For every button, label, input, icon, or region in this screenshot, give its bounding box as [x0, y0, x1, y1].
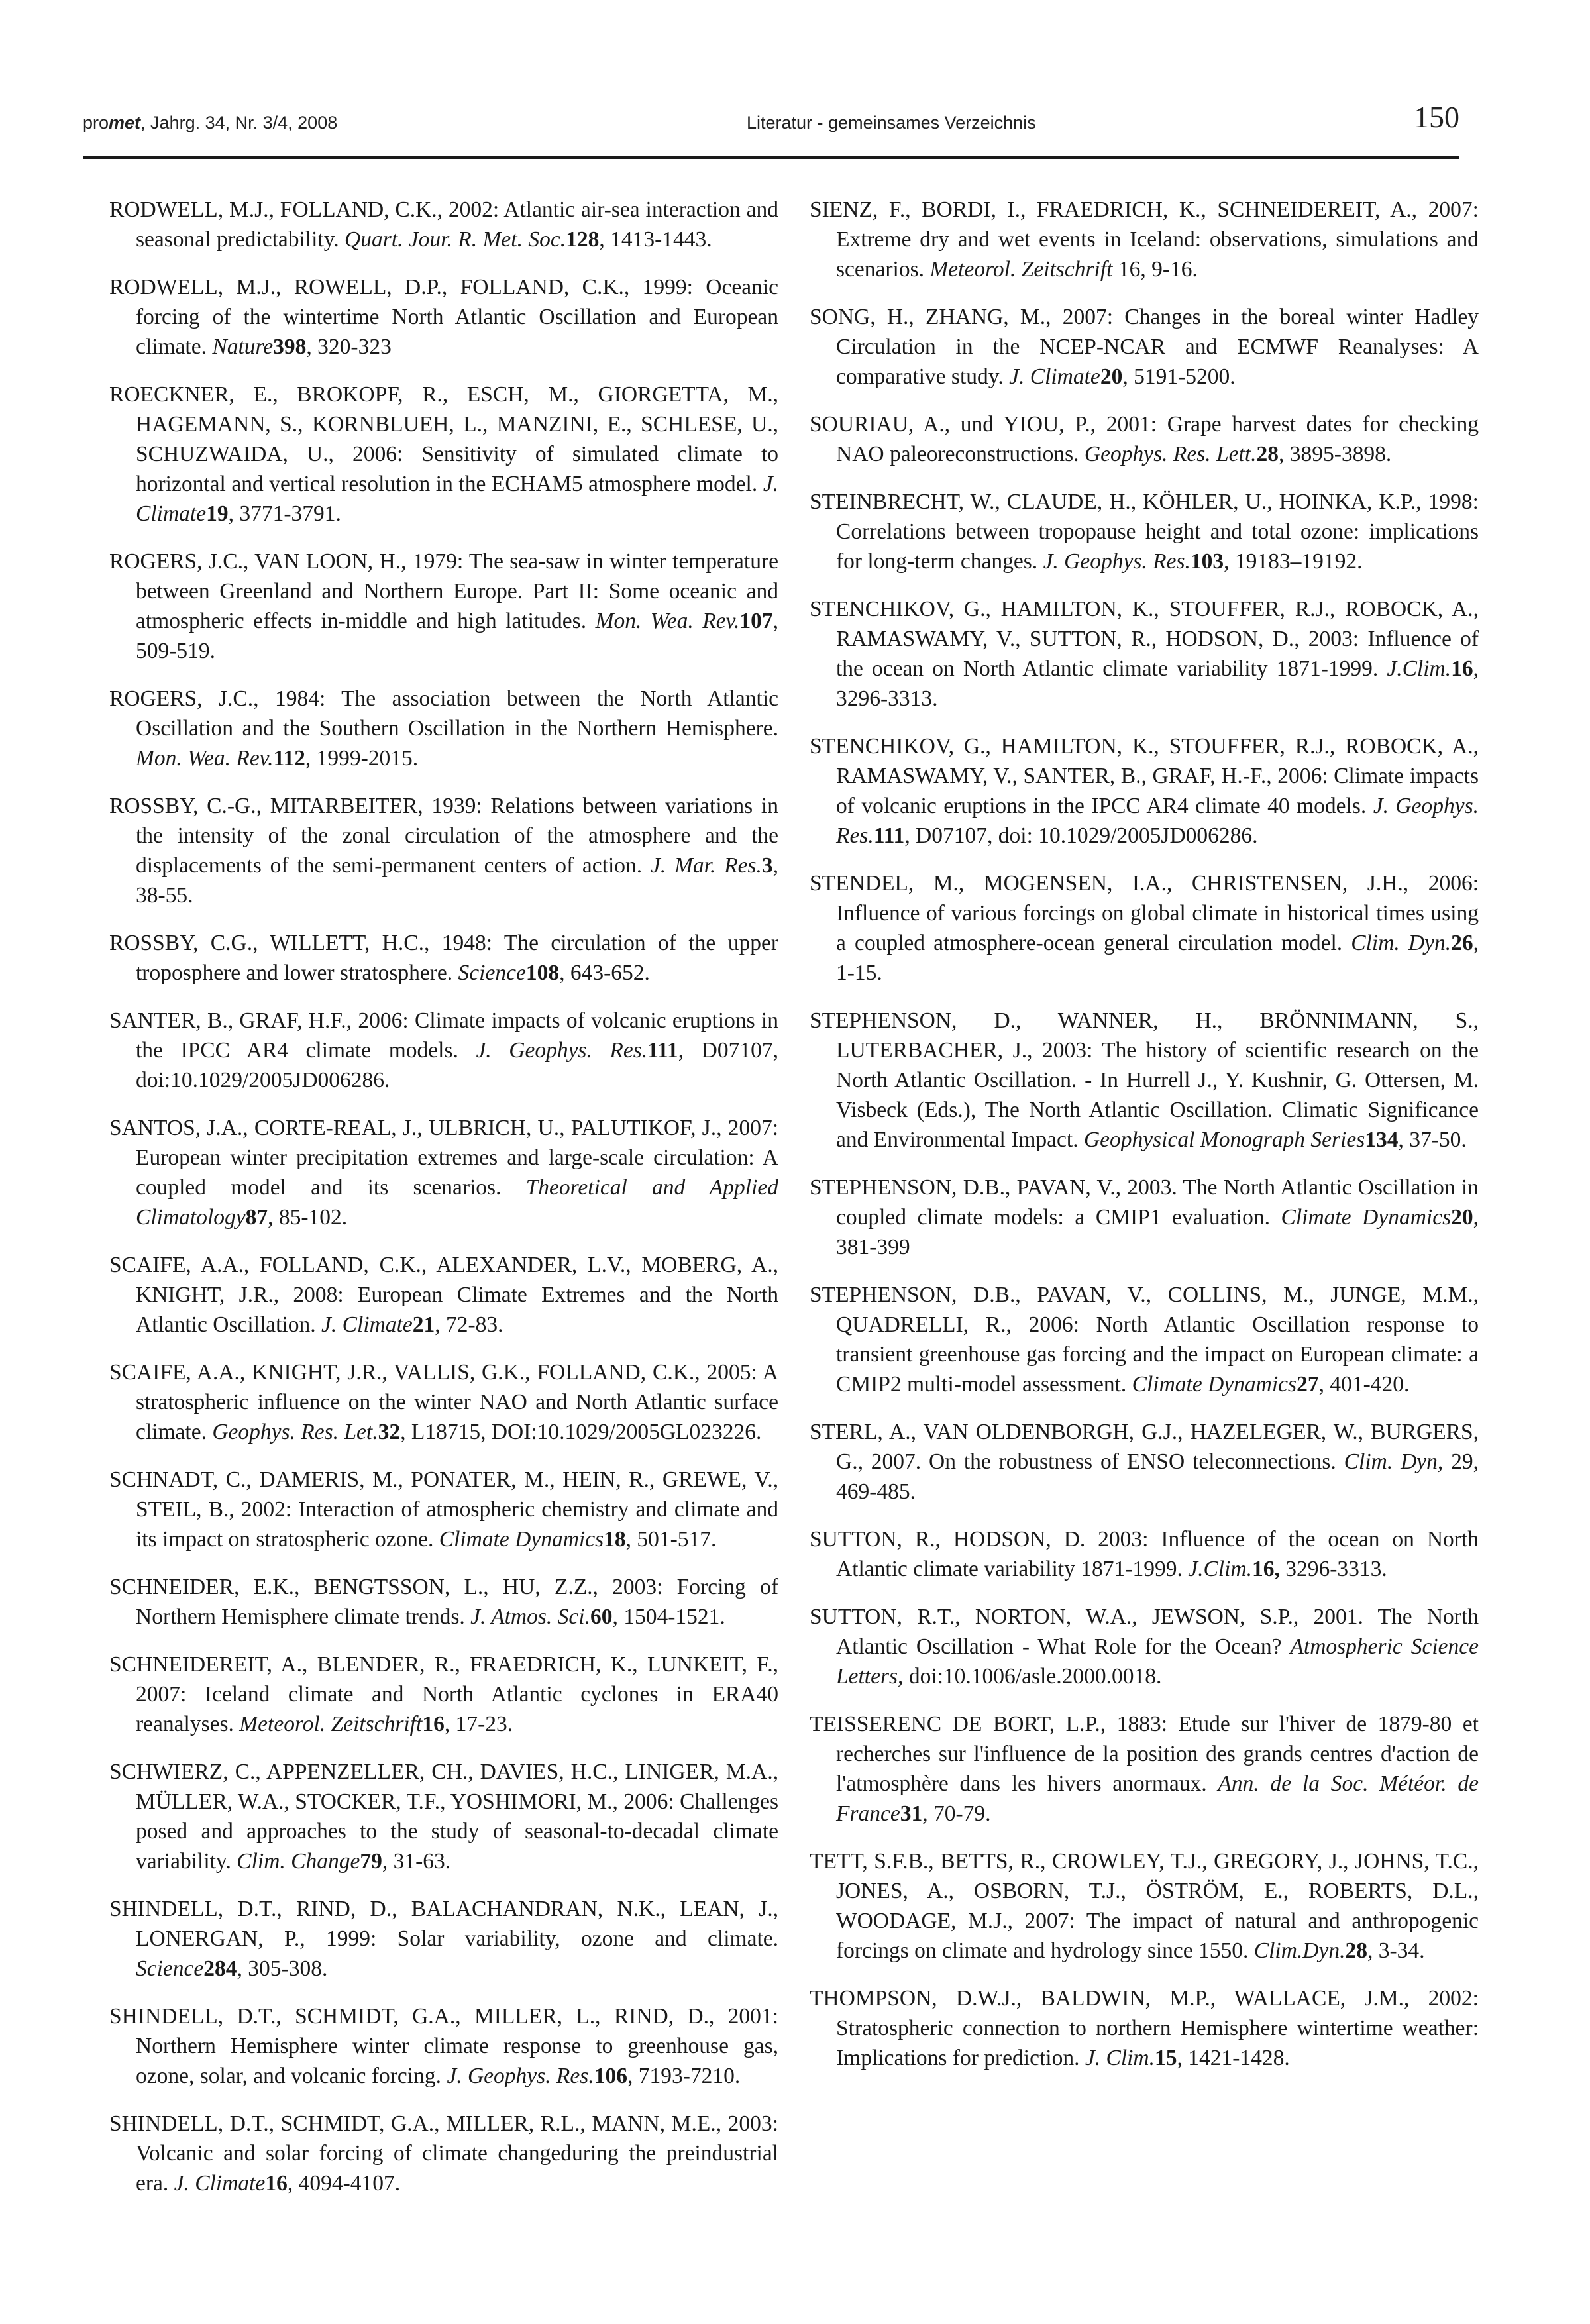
reference-entry — [810, 1006, 1479, 1155]
reference-volume: 16 — [422, 1712, 445, 1736]
reference-pages: , 1999-2015. — [305, 746, 419, 770]
reference-entry — [810, 1280, 1479, 1399]
reference-text: STENCHIKOV, G., HAMILTON, K., STOUFFER, R.J., ROBOCK, A., RAMASWAMY, V., SANTER, B., GRAF, H.-F., 2006: Climate impacts of volcanic eruptions in the IPCC AR4 climate 40 models. — [810, 734, 1479, 818]
reference-pages: , 7193-7210. — [627, 2064, 741, 2088]
reference-pages: , 381-399 — [836, 1205, 1479, 1259]
section-title: Literatur - gemeinsames Verzeichnis — [747, 113, 1036, 132]
reference-volume: 284 — [203, 1956, 237, 1981]
reference-pages: , 643-652. — [559, 961, 650, 985]
reference-entry — [109, 195, 778, 254]
reference-entry — [810, 409, 1479, 469]
reference-journal: Geophysical Monograph Series — [1083, 1128, 1365, 1152]
reference-text: SIENZ, F., BORDI, I., FRAEDRICH, K., SCHNEIDEREIT, A., 2007: Extreme dry and wet events in Iceland: observations, simulations and scenarios. — [810, 197, 1479, 282]
reference-journal: Clim. Dyn. — [1351, 931, 1452, 955]
reference-pages: , 17-23. — [444, 1712, 513, 1736]
reference-text: STERL, A., VAN OLDENBORGH, G.J., HAZELEGER, W., BURGERS, G., 2007. On the robustness of ENSO teleconnections. — [810, 1420, 1479, 1474]
reference-entry — [810, 1602, 1479, 1691]
reference-journal: Ann. de la Soc. Météor. de France — [836, 1771, 1479, 1826]
reference-journal: J. Clim. — [1085, 2046, 1155, 2070]
reference-pages: , 3296-3313. — [836, 657, 1479, 711]
reference-entry — [810, 1524, 1479, 1584]
reference-text: SCHNEIDEREIT, A., BLENDER, R., FRAEDRICH, K., LUNKEIT, F., 2007: Iceland climate and North Atlantic cyclones in ERA40 reanalyses. — [109, 1652, 778, 1736]
reference-entry — [109, 928, 778, 988]
reference-entry — [109, 1113, 778, 1232]
reference-entry — [810, 487, 1479, 576]
reference-volume: 111 — [647, 1038, 678, 1063]
reference-volume: 27 — [1297, 1372, 1319, 1397]
reference-pages: , 31-63. — [382, 1849, 451, 1874]
reference-pages: , 3771-3791. — [228, 502, 341, 526]
reference-volume: 32 — [378, 1420, 401, 1444]
reference-entry — [109, 2001, 778, 2091]
reference-entry — [109, 1894, 778, 1983]
reference-entry — [109, 547, 778, 666]
reference-volume: 20 — [1100, 364, 1123, 389]
reference-entry — [109, 2109, 778, 2198]
reference-entry — [109, 1572, 778, 1632]
reference-text: ROSSBY, C.G., WILLETT, H.C., 1948: The circulation of the upper troposphere and lower stratosphere. — [109, 931, 778, 985]
reference-pages: 29, 469-485. — [836, 1450, 1479, 1504]
reference-text: SUTTON, R., HODSON, D. 2003: Influence of the ocean on North Atlantic climate variability 1871-1999. — [810, 1527, 1479, 1581]
reference-journal: Atmospheric Science Letters, — [836, 1634, 1479, 1689]
reference-volume: 16, — [1252, 1557, 1280, 1581]
reference-volume: 21 — [412, 1312, 435, 1337]
reference-text: ROGERS, J.C., 1984: The association between the North Atlantic Oscillation and the Southern Oscillation in the Northern Hemisphere. — [109, 686, 778, 741]
reference-journal: J. Geophys. Res. — [447, 2064, 594, 2088]
reference-journal: Science — [136, 1956, 204, 1981]
reference-volume: 107 — [739, 609, 773, 633]
reference-journal: Nature — [212, 335, 274, 359]
reference-entry — [109, 1250, 778, 1340]
reference-entry — [109, 1006, 778, 1095]
reference-entry — [109, 1757, 778, 1876]
reference-journal: Climate Dynamics — [1281, 1205, 1452, 1230]
journal-issue: , Jahrg. 34, Nr. 3/4, 2008 — [140, 113, 338, 132]
reference-text: TETT, S.F.B., BETTS, R., CROWLEY, T.J., GREGORY, J., JOHNS, T.C., JONES, A., OSBORN, T.J., ÖSTRÖM, E., ROBERTS, D.L., WOODAGE, M.J., 2007: The impact of natural and anthropogenic forcings on climate and hydrology since 1550. — [810, 1849, 1479, 1963]
reference-journal: Theoretical and Applied Climatology — [136, 1175, 778, 1230]
reference-pages: , 3895-3898. — [1279, 442, 1392, 466]
reference-text: ROECKNER, E., BROKOPF, R., ESCH, M., GIORGETTA, M., HAGEMANN, S., KORNBLUEH, L., MANZINI, E., SCHLESE, U., SCHUZWAIDA, U., 2006: Sensitivity of simulated climate to horizontal and vertical resolution in the ECHAM5 atmosphere model. — [109, 382, 778, 496]
reference-entry — [109, 1650, 778, 1739]
reference-pages: , L18715, DOI:10.1029/2005GL023226. — [400, 1420, 762, 1444]
reference-pages: , 37-50. — [1398, 1128, 1467, 1152]
reference-volume: 16 — [265, 2171, 288, 2195]
reference-pages: , 72-83. — [435, 1312, 504, 1337]
reference-text: THOMPSON, D.W.J., BALDWIN, M.P., WALLACE, J.M., 2002: Stratospheric connection to northern Hemisphere wintertime weather: Implications for prediction. — [810, 1986, 1479, 2070]
reference-pages: 16, 9-16. — [1112, 257, 1198, 282]
reference-pages: 3296-3313. — [1279, 1557, 1387, 1581]
reference-pages: , 320-323 — [306, 335, 392, 359]
reference-text: SCHNADT, C., DAMERIS, M., PONATER, M., HEIN, R., GREWE, V., STEIL, B., 2002: Interaction of atmospheric chemistry and climate and its impact on stratospheric ozone. — [109, 1467, 778, 1552]
reference-volume: 112 — [273, 746, 305, 770]
reference-volume: 60 — [590, 1605, 613, 1629]
reference-pages: , 3-34. — [1367, 1938, 1425, 1963]
reference-volume: 87 — [245, 1205, 268, 1230]
reference-journal: Clim.Dyn. — [1253, 1938, 1346, 1963]
reference-journal: Geophys. Res. Let. — [212, 1420, 378, 1444]
reference-text: RODWELL, M.J., ROWELL, D.P., FOLLAND, C.K., 1999: Oceanic forcing of the wintertime North Atlantic Oscillation and European climate. — [109, 275, 778, 359]
reference-text: SHINDELL, D.T., RIND, D., BALACHANDRAN, N.K., LEAN, J., LONERGAN, P., 1999: Solar variability, ozone and climate. — [109, 1897, 778, 1951]
reference-journal: J. Geophys. Res. — [836, 794, 1479, 848]
reference-pages: , 85-102. — [268, 1205, 348, 1230]
reference-entry — [109, 1465, 778, 1554]
reference-entry — [109, 791, 778, 910]
reference-text: ROSSBY, C.-G., MITARBEITER, 1939: Relations between variations in the intensity of the zonal circulation of the atmosphere and the displacements of the semi-permanent centers of action. — [109, 794, 778, 878]
reference-pages: , 305-308. — [237, 1956, 328, 1981]
reference-pages: , 1421-1428. — [1177, 2046, 1290, 2070]
reference-journal: Mon. Wea. Rev. — [136, 746, 274, 770]
reference-entry — [810, 1709, 1479, 1828]
page-number: 150 — [1414, 100, 1459, 134]
reference-volume: 111 — [873, 823, 905, 848]
reference-entry — [810, 195, 1479, 284]
reference-pages: , 38-55. — [136, 853, 779, 908]
reference-volume: 28 — [1256, 442, 1279, 466]
reference-volume: 128 — [566, 227, 600, 252]
reference-volume: 16 — [1451, 657, 1473, 681]
reference-entry — [810, 1417, 1479, 1506]
reference-journal: Climate Dynamics — [1132, 1372, 1297, 1397]
reference-journal: J. Geophys. Res. — [1043, 549, 1191, 574]
reference-volume: 103 — [1190, 549, 1224, 574]
reference-journal: J. Atmos. Sci. — [470, 1605, 590, 1629]
reference-entry — [810, 594, 1479, 713]
reference-entry — [810, 869, 1479, 988]
reference-entry — [810, 1983, 1479, 2073]
reference-text: SCHNEIDER, E.K., BENGTSSON, L., HU, Z.Z., 2003: Forcing of Northern Hemisphere climate trends. — [109, 1575, 778, 1629]
reference-text: STEPHENSON, D., WANNER, H., BRÖNNIMANN, S., LUTERBACHER, J., 2003: The history of scientific research on the North Atlantic Oscillation. - In Hurrell J., Y. Kushnir, G. Ottersen, M. Visbeck (Eds.), The North Atlantic Oscillation. Climatic Significance and Environmental Impact. — [810, 1008, 1479, 1152]
reference-journal: Clim. Dyn, — [1344, 1450, 1444, 1474]
reference-pages: , 1504-1521. — [612, 1605, 725, 1629]
reference-text: SHINDELL, D.T., SCHMIDT, G.A., MILLER, L., RIND, D., 2001: Northern Hemisphere winter climate response to greenhouse gas, ozone, solar, and volcanic forcing. — [109, 2004, 778, 2088]
reference-journal: J.Clim. — [1188, 1557, 1252, 1581]
reference-journal: Meteorol. Zeitschrift — [929, 257, 1113, 282]
page-header — [83, 99, 1459, 159]
reference-entry — [810, 302, 1479, 392]
left-reference-column — [109, 195, 778, 2216]
reference-journal: Mon. Wea. Rev. — [595, 609, 740, 633]
right-reference-column — [810, 195, 1479, 2091]
reference-text: SONG, H., ZHANG, M., 2007: Changes in the boreal winter Hadley Circulation in the NCEP-NCAR and ECMWF Reanalyses: A comparative study. — [810, 305, 1479, 389]
reference-text: SHINDELL, D.T., SCHMIDT, G.A., MILLER, R.L., MANN, M.E., 2003: Volcanic and solar forcing of climate changeduring the preindustrial era. — [109, 2111, 778, 2195]
header-rule — [83, 156, 1459, 159]
reference-journal: J. Climate — [174, 2171, 266, 2195]
reference-volume: 26 — [1451, 931, 1473, 955]
reference-volume: 106 — [594, 2064, 627, 2088]
reference-pages: doi:10.1006/asle.2000.0018. — [903, 1664, 1162, 1689]
reference-text: STEPHENSON, D.B., PAVAN, V., COLLINS, M., JUNGE, M.M., QUADRELLI, R., 2006: North Atlantic Oscillation response to transient greenhouse gas forcing and the impact on European climate: a CMIP2 multi-model assessment. — [810, 1283, 1479, 1397]
reference-volume: 3 — [761, 853, 773, 878]
reference-text: RODWELL, M.J., FOLLAND, C.K., 2002: Atlantic air-sea interaction and seasonal predictability. — [109, 197, 778, 252]
reference-pages: , 19183–19192. — [1224, 549, 1363, 574]
reference-volume: 20 — [1451, 1205, 1473, 1230]
reference-text: STENCHIKOV, G., HAMILTON, K., STOUFFER, R.J., ROBOCK, A., RAMASWAMY, V., SUTTON, R., HODSON, D., 2003: Influence of the ocean on North Atlantic climate variability 1871-1999. — [810, 597, 1479, 681]
reference-pages: , 1-15. — [836, 931, 1479, 985]
reference-pages: , 1413-1443. — [599, 227, 712, 252]
reference-journal: Clim. Change — [237, 1849, 360, 1874]
reference-journal: J. Climate — [1009, 364, 1100, 389]
reference-text: STEPHENSON, D.B., PAVAN, V., 2003. The North Atlantic Oscillation in coupled climate models: a CMIP1 evaluation. — [810, 1175, 1479, 1230]
reference-entry — [109, 380, 778, 529]
reference-pages: , 401-420. — [1318, 1372, 1410, 1397]
reference-journal: Climate Dynamics — [439, 1527, 604, 1552]
reference-text: SCHWIERZ, C., APPENZELLER, CH., DAVIES, H.C., LINIGER, M.A., MÜLLER, W.A., STOCKER, T.F., YOSHIMORI, M., 2006: Challenges posed and approaches to the study of seasonal-to-decadal climate variability. — [109, 1760, 778, 1874]
reference-volume: 19 — [206, 502, 229, 526]
reference-text: SCAIFE, A.A., KNIGHT, J.R., VALLIS, G.K., FOLLAND, C.K., 2005: A stratospheric influence on the winter NAO and North Atlantic surface climate. — [109, 1360, 778, 1444]
reference-text: TEISSERENC DE BORT, L.P., 1883: Etude sur l'hiver de 1879-80 et recherches sur l'influence de la position des grands centres d'action de l'atmosphère dans les hivers anormaux. — [810, 1712, 1479, 1796]
reference-journal: J. Climate — [321, 1312, 413, 1337]
reference-entry — [109, 684, 778, 773]
reference-pages: , D07107, doi: 10.1029/2005JD006286. — [904, 823, 1258, 848]
reference-text: STENDEL, M., MOGENSEN, I.A., CHRISTENSEN, J.H., 2006: Influence of various forcings on global climate in historical times using a coupled atmosphere-ocean general circulation model. — [810, 871, 1479, 955]
reference-journal: J. Geophys. Res. — [476, 1038, 648, 1063]
reference-journal: Geophys. Res. Lett. — [1084, 442, 1257, 466]
reference-text: ROGERS, J.C., VAN LOON, H., 1979: The sea-saw in winter temperature between Greenland and Northern Europe. Part II: Some oceanic and atmospheric effects in-middle and high latitudes. — [109, 549, 778, 633]
journal-brand: met — [109, 113, 141, 132]
reference-journal: Science — [458, 961, 526, 985]
reference-pages: , 70-79. — [922, 1801, 991, 1826]
reference-journal: Meteorol. Zeitschrift — [239, 1712, 423, 1736]
reference-text: SUTTON, R.T., NORTON, W.A., JEWSON, S.P., 2001. The North Atlantic Oscillation - What Role for the Ocean? — [810, 1605, 1479, 1659]
reference-journal: J.Clim. — [1387, 657, 1452, 681]
reference-pages: , 501-517. — [625, 1527, 717, 1552]
reference-text: SANTOS, J.A., CORTE-REAL, J., ULBRICH, U., PALUTIKOF, J., 2007: European winter precipitation extremes and large-scale circulation: A coupled model and its scenarios. — [109, 1116, 778, 1200]
reference-text: STEINBRECHT, W., CLAUDE, H., KÖHLER, U., HOINKA, K.P., 1998: Correlations between tropopause height and total ozone: implications for long-term changes. — [810, 490, 1479, 574]
reference-entry — [810, 1846, 1479, 1966]
reference-entry — [810, 1173, 1479, 1262]
reference-entry — [109, 1357, 778, 1447]
reference-text: SOURIAU, A., und YIOU, P., 2001: Grape harvest dates for checking NAO paleoreconstructions. — [810, 412, 1479, 466]
reference-volume: 31 — [900, 1801, 923, 1826]
reference-entry — [810, 731, 1479, 851]
reference-text: SCAIFE, A.A., FOLLAND, C.K., ALEXANDER, L.V., MOBERG, A., KNIGHT, J.R., 2008: European Climate Extremes and the North Atlantic Oscillation. — [109, 1253, 778, 1337]
reference-volume: 18 — [604, 1527, 626, 1552]
reference-volume: 28 — [1345, 1938, 1367, 1963]
reference-volume: 108 — [525, 961, 560, 985]
journal-prefix: pro — [83, 113, 109, 132]
reference-text: SANTER, B., GRAF, H.F., 2006: Climate impacts of volcanic eruptions in the IPCC AR4 climate models. — [109, 1008, 778, 1063]
reference-volume: 134 — [1365, 1128, 1399, 1152]
journal-info — [83, 113, 337, 133]
reference-pages: , 5191-5200. — [1122, 364, 1236, 389]
reference-volume: 79 — [360, 1849, 382, 1874]
reference-pages: , D07107, doi:10.1029/2005JD006286. — [136, 1038, 778, 1092]
reference-journal: J. Mar. Res. — [650, 853, 762, 878]
reference-pages: , 509-519. — [136, 609, 778, 663]
reference-pages: , 4094-4107. — [287, 2171, 401, 2195]
reference-volume: 15 — [1155, 2046, 1177, 2070]
reference-volume: 398 — [273, 335, 307, 359]
reference-journal: Quart. Jour. R. Met. Soc. — [344, 227, 566, 252]
reference-entry — [109, 272, 778, 362]
reference-journal: J. Climate — [136, 472, 778, 526]
